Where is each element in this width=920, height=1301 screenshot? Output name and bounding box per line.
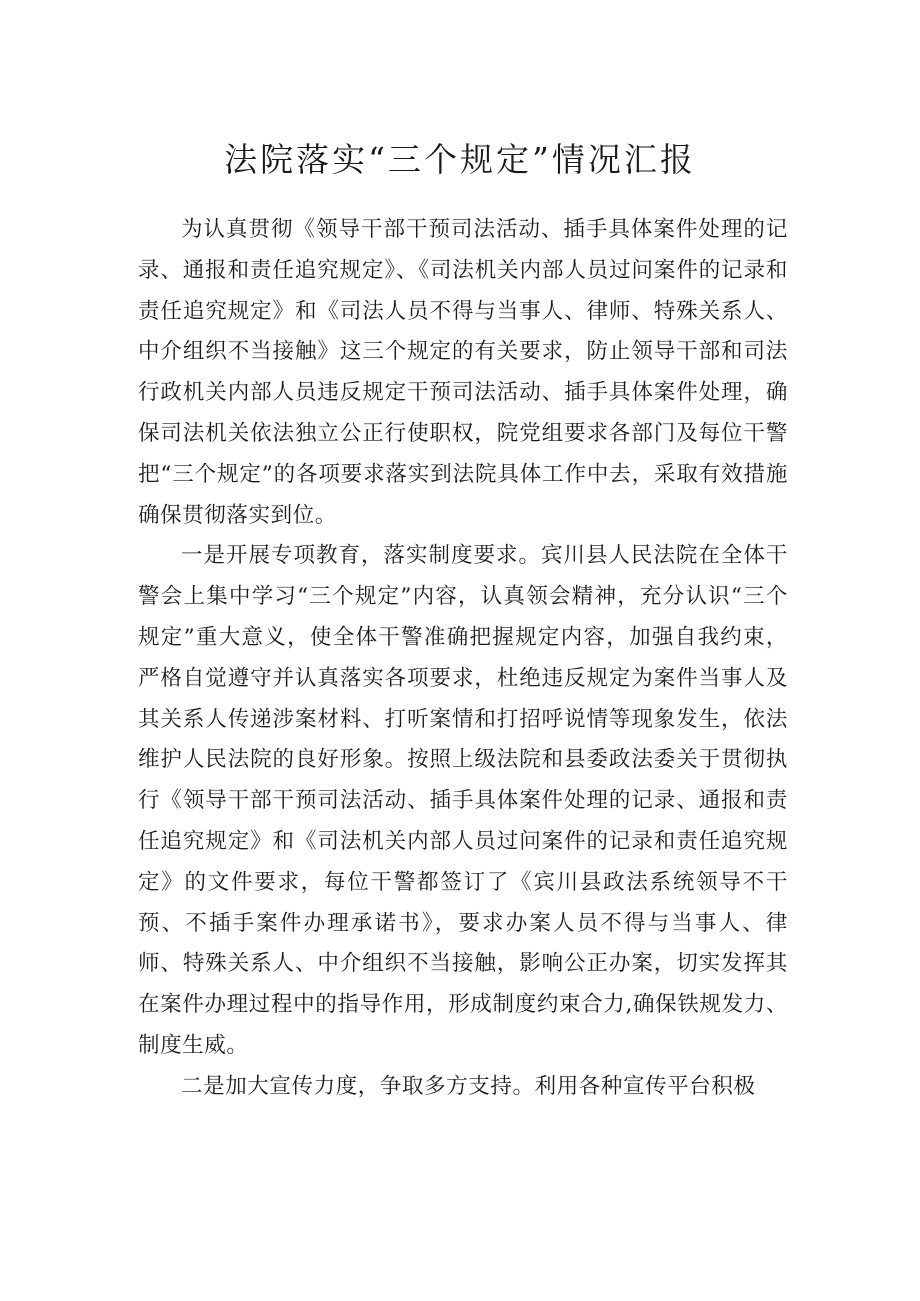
paragraph-point-one: 一是开展专项教育，落实制度要求。宾川县人民法院在全体干警会上集中学习“三个规定”内容，认真领会精神，充分认识“三个规定”重大意义，使全体干警准确把握规定内容，加强自我约束，严格自觉遵守并认真落实各项要求，杜绝违反规定为案件当事人及其关系人传递涉案材料、打听案情和打招呼说情等现象发生，依法维护人民法院的良好形象。按照上级法院和县委政法委关于贯彻执行《领导干部干预司法活动、插手具体案件处理的记录、通报和责任追究规定》和《司法机关内部人员过问案件的记录和责任追究规定》的文件要求，每位干警都签订了《宾川县政法系统领导不干预、不插手案件办理承诺书》，要求办案人员不得与当事人、律师、特殊关系人、中介组织不当接触，影响公正办案，切实发挥其在案件办理过程中的指导作用，形成制度约束合力,确保铁规发力、制度生威。 [138, 543, 788, 1058]
paragraph-point-two: 二是加大宣传力度，争取多方支持。利用各种宣传平台积极 [181, 1073, 756, 1099]
document-title: 法院落实“三个规定”情况汇报 [224, 140, 696, 179]
document-body [138, 210, 788, 1108]
paragraph-intro: 为认真贯彻《领导干部干预司法活动、插手具体案件处理的记录、通报和责任追究规定》、《司法机关内部人员过问案件的记录和责任追究规定》和《司法人员不得与当事人、律师、特殊关系人、中介组织不当接触》这三个规定的有关要求，防止领导干部和司法行政机关内部人员违反规定干预司法活动、插手具体案件处理，确保司法机关依法独立公正行使职权，院党组要求各部门及每位干警把“三个规定”的各项要求落实到法院具体工作中去，采取有效措施确保贯彻落实到位。 [138, 217, 788, 528]
